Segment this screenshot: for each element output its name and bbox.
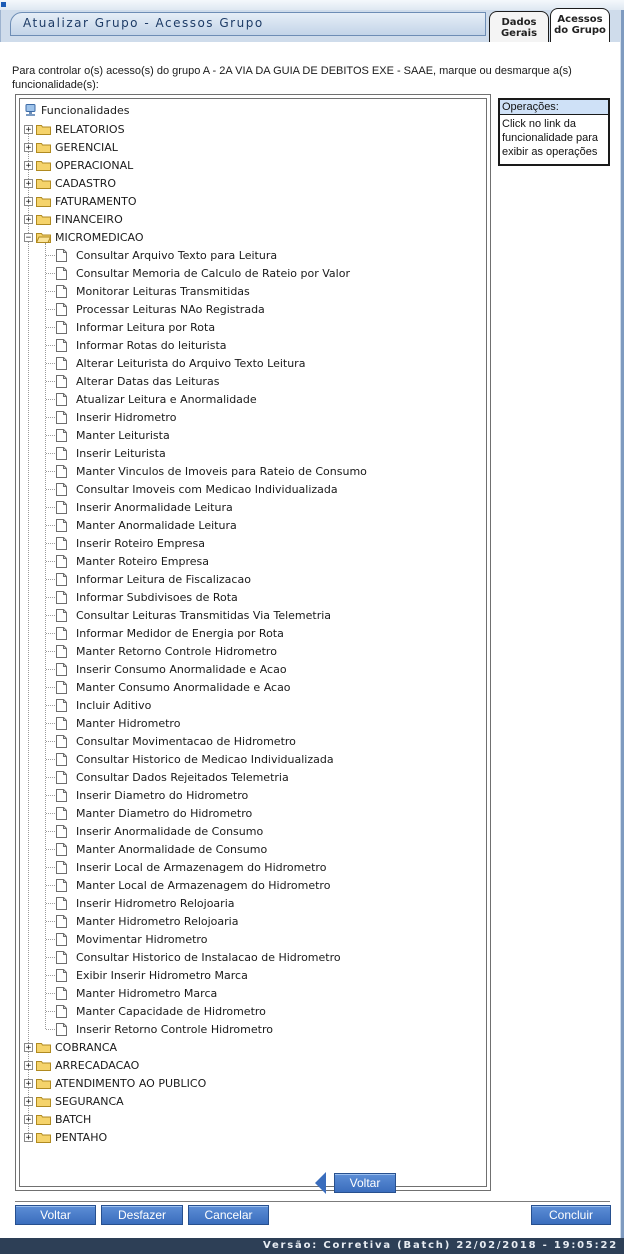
folder-icon (36, 1096, 51, 1107)
voltar-button[interactable]: Voltar (15, 1205, 96, 1225)
tree-folder-label[interactable]: OPERACIONAL (55, 158, 134, 172)
folder-icon (36, 1060, 51, 1071)
tree-leaf-item[interactable] (56, 282, 250, 300)
tree-connector (46, 381, 55, 382)
tree-leaf-item[interactable] (56, 570, 251, 588)
tree-leaf-label[interactable]: Consultar Arquivo Texto para Leitura (76, 248, 278, 262)
tree-connector (46, 525, 55, 526)
tree-leaf-item[interactable] (56, 1002, 266, 1020)
tree-leaf-label[interactable]: Manter Leiturista (76, 428, 170, 442)
tree-connector (45, 243, 46, 1029)
tree-connector (46, 939, 55, 940)
tree-leaf-item[interactable] (56, 768, 289, 786)
expand-toggle[interactable]: + (25, 142, 32, 153)
tree-leaf-label[interactable]: Consultar Leituras Transmitidas Via Telemetria (76, 608, 332, 622)
tree-leaf-label[interactable]: Informar Subdivisoes de Rota (76, 590, 238, 604)
tree-leaf-label[interactable]: Atualizar Leitura e Anormalidade (76, 392, 257, 406)
tree-connector (46, 687, 55, 688)
document-icon (56, 537, 67, 550)
tree-leaf-item[interactable] (56, 480, 338, 498)
tree-leaf-item[interactable] (56, 264, 350, 282)
tree-folder-label[interactable]: FATURAMENTO (55, 194, 137, 208)
tree-leaf-label[interactable]: Manter Consumo Anormalidade e Acao (76, 680, 291, 694)
expand-toggle[interactable]: + (25, 1078, 32, 1089)
tree-connector (46, 633, 55, 634)
tree-connector (46, 777, 55, 778)
document-icon (56, 411, 67, 424)
computer-icon (24, 104, 37, 117)
folder-open-icon (36, 232, 51, 243)
tree-leaf-label[interactable]: Manter Diametro do Hidrometro (76, 806, 253, 820)
tree-folder-b-0[interactable] (24, 1038, 117, 1056)
folder-icon (36, 1114, 51, 1125)
tree-leaf-item[interactable] (56, 948, 341, 966)
tree-leaf-item[interactable] (56, 300, 265, 318)
tree-leaf-label[interactable]: Consultar Dados Rejeitados Telemetria (76, 770, 289, 784)
document-icon (56, 663, 67, 676)
folder-icon (36, 142, 51, 153)
tree-leaf-label[interactable]: Manter Roteiro Empresa (76, 554, 209, 568)
expand-toggle[interactable]: + (25, 1132, 32, 1143)
tree-leaf-item[interactable] (56, 840, 267, 858)
tree-leaf-label[interactable]: Manter Anormalidade de Consumo (76, 842, 268, 856)
tree-connector (46, 327, 55, 328)
tree-leaf-item[interactable] (56, 876, 330, 894)
tree-leaf-label[interactable]: Processar Leituras NAo Registrada (76, 302, 265, 316)
tree-connector (46, 975, 55, 976)
tree-leaf-label[interactable]: Manter Vinculos de Imoveis para Rateio de Consumo (76, 464, 367, 478)
folder-icon (36, 160, 51, 171)
tree-leaf-item[interactable] (56, 894, 235, 912)
tree-leaf-label[interactable]: Inserir Hidrometro Relojoaria (76, 896, 235, 910)
document-icon (56, 879, 67, 892)
expand-toggle[interactable]: + (25, 124, 32, 135)
tree-leaf-item[interactable] (56, 444, 166, 462)
expand-toggle[interactable]: + (25, 1060, 32, 1071)
tree-leaf-item[interactable] (56, 408, 176, 426)
tree-folder-label[interactable]: RELATORIOS (55, 122, 125, 136)
folder-icon (36, 1042, 51, 1053)
tree-connector (46, 795, 55, 796)
footer-bar (0, 1238, 624, 1254)
tab-acessos-grupo[interactable] (550, 8, 610, 42)
tree-connector (46, 885, 55, 886)
tree-leaf-label[interactable]: Inserir Hidrometro (76, 410, 177, 424)
tree-leaf-item[interactable] (56, 804, 252, 822)
tree-leaf-item[interactable] (56, 750, 334, 768)
tree-root (24, 102, 130, 118)
instructions-text: Para controlar o(s) acesso(s) do grupo A - 2A VIA DA GUIA DE DEBITOS EXE - SAAE, marque ou desmarque a(s) funcionalidade(s): (12, 65, 572, 91)
tree-connector (46, 957, 55, 958)
tree-leaf-item[interactable] (56, 1020, 273, 1038)
tab-dados-gerais[interactable] (489, 11, 549, 42)
tree-connector (46, 399, 55, 400)
tree-folder-label[interactable]: PENTAHO (55, 1130, 108, 1144)
tree-connector (28, 129, 29, 1137)
tree-connector (46, 669, 55, 670)
document-icon (56, 1005, 67, 1018)
tab-dados-gerais-line2: Gerais (500, 28, 538, 39)
arrow-left-icon[interactable] (315, 1172, 326, 1194)
tree-folder-b-5[interactable] (24, 1128, 107, 1146)
collapse-toggle[interactable]: − (25, 232, 32, 243)
document-icon (56, 303, 67, 316)
document-icon (56, 285, 67, 298)
expand-toggle[interactable]: + (25, 178, 32, 189)
tree-frame (15, 94, 491, 1191)
document-icon (56, 825, 67, 838)
tree-folder-label[interactable]: GERENCIAL (55, 140, 118, 154)
tree-leaf-label[interactable]: Inserir Anormalidade de Consumo (76, 824, 264, 838)
tree-folder-label[interactable]: FINANCEIRO (55, 212, 123, 226)
tree-folder-label[interactable]: MICROMEDICAO (55, 230, 144, 244)
document-icon (56, 393, 67, 406)
tree-leaf-item[interactable] (56, 372, 219, 390)
tree-leaf-label[interactable]: Manter Capacidade de Hidrometro (76, 1004, 266, 1018)
document-icon (56, 555, 67, 568)
tree-leaf-item[interactable] (56, 588, 238, 606)
expand-toggle[interactable]: + (25, 214, 32, 225)
folder-icon (36, 196, 51, 207)
tree-folder-a-5[interactable] (24, 210, 123, 228)
document-icon (56, 717, 67, 730)
tree-leaf-item[interactable] (56, 660, 287, 678)
tree-leaf-item[interactable] (56, 642, 277, 660)
tree-folder-label[interactable]: CADASTRO (55, 176, 117, 190)
tab-dados-gerais-line1: Dados (501, 17, 537, 28)
document-icon (56, 519, 67, 532)
tree-connector (46, 345, 55, 346)
tree-leaf-item[interactable] (56, 624, 284, 642)
tree-connector (46, 921, 55, 922)
tree-connector (46, 435, 55, 436)
document-icon (56, 771, 67, 784)
functionality-tree (19, 98, 487, 1187)
tree-connector (46, 705, 55, 706)
tree-leaf-item[interactable] (56, 336, 227, 354)
divider (15, 1201, 610, 1203)
tree-leaf-label[interactable]: Manter Local de Armazenagem do Hidrometro (76, 878, 331, 892)
tree-folder-label[interactable]: ATENDIMENTO AO PUBLICO (55, 1076, 207, 1090)
tree-leaf-label[interactable]: Informar Leitura por Rota (76, 320, 216, 334)
tree-connector (46, 543, 55, 544)
tree-leaf-label[interactable]: Alterar Leiturista do Arquivo Texto Leitura (76, 356, 306, 370)
document-icon (56, 897, 67, 910)
tree-connector (46, 489, 55, 490)
document-icon (56, 447, 67, 460)
tree-leaf-item[interactable] (56, 912, 238, 930)
document-icon (56, 501, 67, 514)
tree-connector (46, 507, 55, 508)
document-icon (56, 753, 67, 766)
tree-leaf-label[interactable]: Consultar Historico de Medicao Individualizada (76, 752, 334, 766)
tree-connector (46, 615, 55, 616)
tree-leaf-item[interactable] (56, 858, 326, 876)
operations-header: Operações: (500, 100, 608, 115)
folder-icon (36, 1132, 51, 1143)
document-icon (56, 681, 67, 694)
document-icon (56, 933, 67, 946)
tree-leaf-label[interactable]: Consultar Historico de Instalacao de Hidrometro (76, 950, 341, 964)
document-icon (56, 465, 67, 478)
tree-leaf-label[interactable]: Consultar Memoria de Calculo de Rateio por Valor (76, 266, 350, 280)
tree-folder-a-4[interactable] (24, 192, 137, 210)
document-icon (56, 843, 67, 856)
tree-connector (46, 867, 55, 868)
tree-leaf-item[interactable] (56, 822, 263, 840)
tree-connector (46, 453, 55, 454)
folder-icon (36, 178, 51, 189)
document-icon (56, 357, 67, 370)
tree-folder-open-0[interactable] (24, 228, 144, 246)
tree-connector (46, 1029, 55, 1030)
document-icon (56, 789, 67, 802)
tree-folder-b-4[interactable] (24, 1110, 91, 1128)
document-icon (56, 429, 67, 442)
tree-leaf-label[interactable]: Informar Medidor de Energia por Rota (76, 626, 284, 640)
tree-leaf-item[interactable] (56, 426, 170, 444)
tree-root-label[interactable]: Funcionalidades (41, 103, 130, 117)
tree-leaf-label[interactable]: Inserir Consumo Anormalidade e Acao (76, 662, 287, 676)
expand-toggle[interactable]: + (25, 160, 32, 171)
title-bar (10, 12, 486, 36)
tree-leaf-label[interactable]: Monitorar Leituras Transmitidas (76, 284, 250, 298)
tree-connector (46, 849, 55, 850)
tree-folder-a-2[interactable] (24, 156, 133, 174)
tab-acessos-line1: Acessos (557, 14, 603, 25)
tree-connector (46, 993, 55, 994)
document-icon (56, 375, 67, 388)
folder-icon (36, 1078, 51, 1089)
tree-leaf-label[interactable]: Inserir Diametro do Hidrometro (76, 788, 249, 802)
expand-toggle[interactable]: + (25, 1042, 32, 1053)
tree-connector (46, 597, 55, 598)
tree-connector (46, 417, 55, 418)
operations-panel (498, 98, 610, 166)
document-icon (56, 861, 67, 874)
tree-connector (46, 363, 55, 364)
document-icon (56, 609, 67, 622)
tab-acessos-line2: do Grupo (554, 25, 606, 36)
document-icon (56, 321, 67, 334)
corner-marker (1, 2, 6, 7)
tree-leaf-item[interactable] (56, 516, 237, 534)
document-icon (56, 987, 67, 1000)
document-icon (56, 699, 67, 712)
tree-leaf-label[interactable]: Alterar Datas das Leituras (76, 374, 220, 388)
document-icon (56, 969, 67, 982)
tree-connector (46, 273, 55, 274)
document-icon (56, 915, 67, 928)
tree-connector (46, 561, 55, 562)
version-text: Versão: Corretiva (Batch) 22/02/2018 - 19:05:22 (262, 1240, 618, 1251)
document-icon (56, 735, 67, 748)
tree-leaf-item[interactable] (56, 354, 305, 372)
expand-toggle[interactable]: + (25, 196, 32, 207)
tree-leaf-item[interactable] (56, 732, 296, 750)
document-icon (56, 645, 67, 658)
tree-folder-a-3[interactable] (24, 174, 116, 192)
tree-connector (46, 309, 55, 310)
tree-connector (46, 741, 55, 742)
document-icon (56, 339, 67, 352)
tree-connector (46, 903, 55, 904)
tree-leaf-item[interactable] (56, 462, 367, 480)
tree-leaf-label[interactable]: Movimentar Hidrometro (76, 932, 208, 946)
tree-leaf-label[interactable]: Incluir Aditivo (76, 698, 152, 712)
folder-icon (36, 214, 51, 225)
tree-leaf-label[interactable]: Manter Retorno Controle Hidrometro (76, 644, 277, 658)
tree-connector (46, 813, 55, 814)
tree-folder-label[interactable]: SEGURANCA (55, 1094, 124, 1108)
tree-connector (46, 651, 55, 652)
tree-leaf-item[interactable] (56, 606, 331, 624)
tree-folder-label[interactable]: ARRECADACAO (55, 1058, 140, 1072)
document-icon (56, 267, 67, 280)
tree-folder-label[interactable]: BATCH (55, 1112, 92, 1126)
document-icon (56, 573, 67, 586)
folder-icon (36, 124, 51, 135)
tree-connector (46, 1011, 55, 1012)
tree-folder-b-3[interactable] (24, 1092, 124, 1110)
concluir-button[interactable]: Concluir (531, 1205, 611, 1225)
tree-connector (46, 471, 55, 472)
tree-connector (46, 831, 55, 832)
tree-leaf-item[interactable] (56, 714, 180, 732)
desfazer-button[interactable]: Desfazer (101, 1205, 183, 1225)
tree-connector (46, 579, 55, 580)
tree-connector (46, 291, 55, 292)
tree-leaf-item[interactable] (56, 498, 233, 516)
tree-leaf-item[interactable] (56, 390, 257, 408)
tree-folder-a-0[interactable] (24, 120, 125, 138)
tree-leaf-label[interactable]: Informar Rotas do leiturista (76, 338, 227, 352)
tree-leaf-label[interactable]: Consultar Movimentacao de Hidrometro (76, 734, 296, 748)
expand-toggle[interactable]: + (25, 1096, 32, 1107)
tree-leaf-item[interactable] (56, 786, 248, 804)
tree-folder-b-2[interactable] (24, 1074, 206, 1092)
document-icon (56, 249, 67, 262)
document-icon (56, 627, 67, 640)
tree-leaf-label[interactable]: Exibir Inserir Hidrometro Marca (76, 968, 248, 982)
tree-leaf-item[interactable] (56, 984, 217, 1002)
voltar-mid-button[interactable]: Voltar (334, 1173, 396, 1193)
tree-leaf-label[interactable]: Inserir Local de Armazenagem do Hidrometro (76, 860, 327, 874)
tree-leaf-label[interactable]: Inserir Anormalidade Leitura (76, 500, 233, 514)
tree-connector (46, 255, 55, 256)
page-title: Atualizar Grupo - Acessos Grupo (23, 16, 264, 30)
tree-leaf-item[interactable] (56, 678, 291, 696)
document-icon (56, 951, 67, 964)
tree-leaf-label[interactable]: Inserir Retorno Controle Hidrometro (76, 1022, 273, 1036)
tree-leaf-label[interactable]: Informar Leitura de Fiscalizacao (76, 572, 251, 586)
tree-leaf-label[interactable]: Inserir Leiturista (76, 446, 166, 460)
tree-folder-label[interactable]: COBRANCA (55, 1040, 118, 1054)
tree-leaf-label[interactable]: Inserir Roteiro Empresa (76, 536, 206, 550)
content-panel (0, 42, 620, 1238)
tree-leaf-label[interactable]: Manter Hidrometro Relojoaria (76, 914, 239, 928)
tree-connector (46, 723, 55, 724)
tree-connector (46, 759, 55, 760)
tree-leaf-label[interactable]: Consultar Imoveis com Medicao Individualizada (76, 482, 338, 496)
document-icon (56, 483, 67, 496)
tree-leaf-item[interactable] (56, 966, 248, 984)
tree-leaf-label[interactable]: Manter Anormalidade Leitura (76, 518, 237, 532)
tree-leaf-item[interactable] (56, 696, 151, 714)
tree-leaf-item[interactable] (56, 246, 277, 264)
tree-leaf-label[interactable]: Manter Hidrometro (76, 716, 181, 730)
tree-folder-a-1[interactable] (24, 138, 118, 156)
operations-text: Click no link da funcionalidade para exibir as operações (502, 118, 599, 158)
cancelar-button[interactable]: Cancelar (188, 1205, 269, 1225)
tree-leaf-item[interactable] (56, 930, 207, 948)
document-icon (56, 1023, 67, 1036)
document-icon (56, 807, 67, 820)
tree-leaf-item[interactable] (56, 318, 215, 336)
tree-leaf-label[interactable]: Manter Hidrometro Marca (76, 986, 218, 1000)
expand-toggle[interactable]: + (25, 1114, 32, 1125)
document-icon (56, 591, 67, 604)
tree-leaf-item[interactable] (56, 552, 209, 570)
tree-leaf-item[interactable] (56, 534, 205, 552)
tree-folder-b-1[interactable] (24, 1056, 139, 1074)
